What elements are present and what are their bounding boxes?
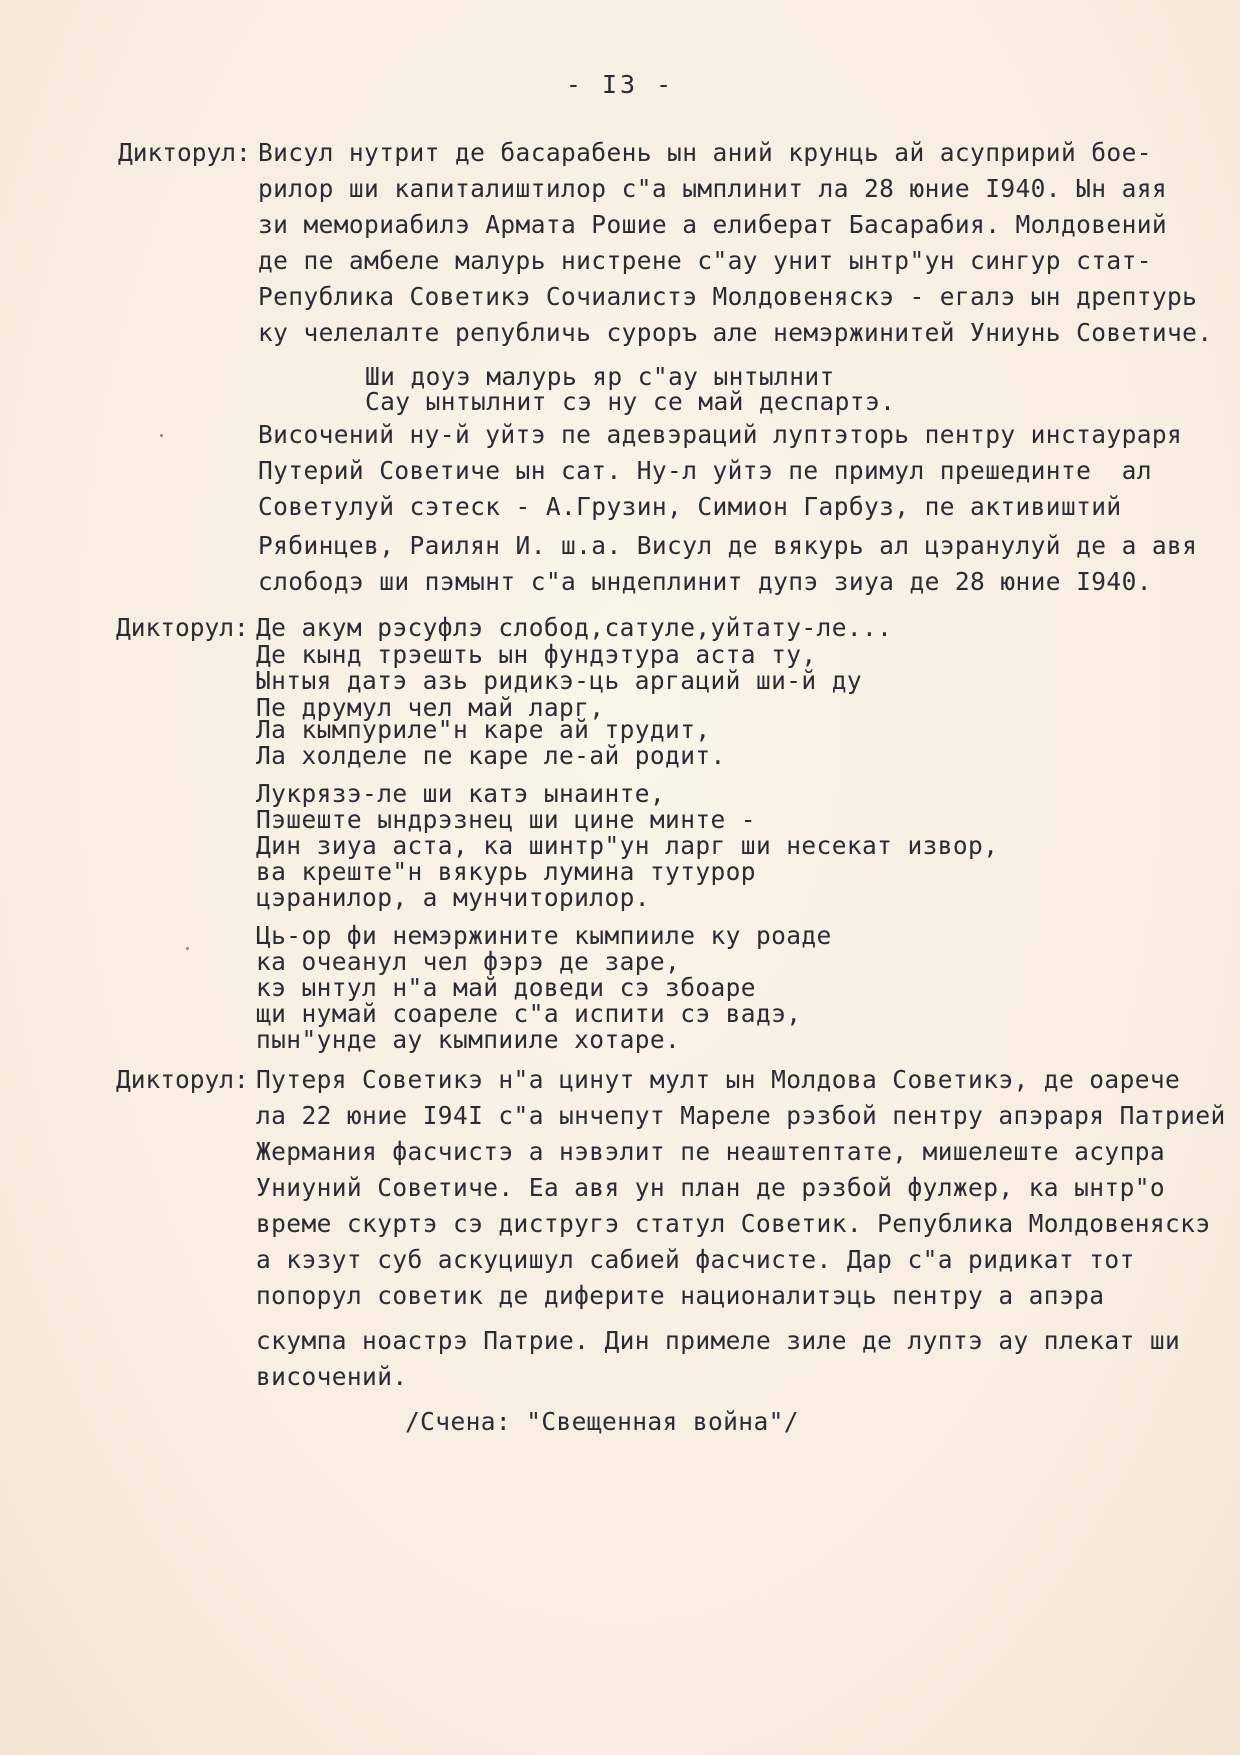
- prose-line: рилор ши капиталиштилор с"а ымплинит ла 28 юние I940. Ын аяя: [258, 174, 1168, 203]
- prose-line: височений.: [256, 1362, 408, 1391]
- prose-line: Путеря Советикэ н"а цинут мулт ын Молдова Советикэ, де оаречe: [256, 1065, 1181, 1094]
- prose-line: Височений ну-й уйтэ пе адевэраций луптэторь пентру инстаураря: [258, 420, 1183, 449]
- verse-line: Сау ынтылнит сэ ну се май деспартэ.: [365, 387, 896, 416]
- prose-line: Република Советикэ Сочиалистэ Молдовеняскэ - егалэ ын дрептурь: [258, 282, 1198, 311]
- poem-line: пын"унде ау кымпииле хотаре.: [256, 1025, 681, 1054]
- poem-line: кэ ынтул н"а май доведи сэ збоаре: [256, 973, 756, 1002]
- ink-speck: [186, 947, 189, 950]
- prose-line: скумпа ноастрэ Патрие. Дин примеле зиле де луптэ ау плекат ши: [256, 1326, 1181, 1355]
- prose-line: а кэзут суб аскуцишул сабией фасчисте. Дар с"а ридикат тот: [256, 1245, 1135, 1274]
- poem-line: цэранилор, а мунчиторилор.: [256, 883, 650, 912]
- speaker-label: Дикторул:: [118, 138, 251, 167]
- poem-line: щи нумай соареле с"а испити сэ вадэ,: [256, 999, 802, 1028]
- speaker-label: Дикторул:: [116, 613, 249, 642]
- ink-speck: [160, 434, 163, 437]
- prose-line: де пе амбеле малурь нистрене с"ау унит ынтр"ун сингур стат-: [258, 246, 1152, 275]
- prose-line: време скуртэ сэ дистругэ статул Советик. Република Молдовеняскэ: [256, 1209, 1211, 1238]
- prose-line: Рябинцев, Раилян И. ш.а. Висул де вякурь ал цэранулуй де а авя: [258, 531, 1198, 560]
- poem-line: Пе друмул чел май ларг,: [256, 693, 605, 722]
- prose-line: Висул нутрит де басарабень ын аний крунць ай асупририй бое-: [258, 138, 1152, 167]
- prose-line: Советулуй сэтеск - А.Грузин, Симион Гарбуз, пе активиштий: [258, 492, 1122, 521]
- poem-line: Лукрязэ-ле ши катэ ынаинте,: [256, 779, 666, 808]
- poem-line: Де кынд трэешть ын фундэтура аста ту,: [256, 640, 817, 669]
- poem-line: Дин зиуа аста, ка шинтр"ун ларг ши несекат извор,: [256, 831, 999, 860]
- prose-line: Униуний Советиче. Еа авя ун план де рэзбой фулжер, ка ынтр"о: [256, 1173, 1166, 1202]
- stage-direction: /Счена: "Свещенная война"/: [405, 1407, 799, 1436]
- prose-line: слободэ ши пэмынт с"а ындеплинит дупэ зиуа де 28 юние I940.: [258, 567, 1152, 596]
- prose-line: ку челелалте републичь суроръ але немэржинитей Униунь Советиче.: [258, 318, 1213, 347]
- verse-line: Ши доуэ малурь яр с"ау ынтылнит: [365, 362, 835, 391]
- page-number: - I3 -: [565, 70, 675, 99]
- poem-line: Ынтыя датэ азь ридикэ-ць аргаций ши-й ду: [256, 666, 863, 695]
- poem-line: Пэшеште ындрэзнец ши цине минте -: [256, 805, 756, 834]
- poem-line: Ла кымпуриле"н каре ай трудит,: [256, 715, 711, 744]
- poem-line: Ць-ор фи немэржините кымпииле ку роаде: [256, 921, 832, 950]
- poem-line: Ла холделе пе каре ле-ай родит.: [256, 741, 726, 770]
- poem-line: ка очеанул чел фэрэ де заре,: [256, 947, 681, 976]
- speaker-label: Дикторул:: [116, 1065, 249, 1094]
- poem-line: ва креште"н вякурь лумина тутурор: [256, 857, 756, 886]
- prose-line: Путерий Советиче ын сат. Ну-л уйтэ пе примул прешединте ал: [258, 456, 1152, 485]
- prose-line: ла 22 юние I94I с"а ынчепут Мареле рэзбой пентру апэраря Патрией: [256, 1101, 1226, 1130]
- poem-line: Де акум рэсуфлэ слобод,сатуле,уйтату-ле...: [256, 613, 893, 642]
- prose-line: Жермания фасчистэ а нэвэлит пе неаштептате, мишелеште асупра: [256, 1137, 1166, 1166]
- prose-line: попорул советик де диферите националитэць пентру а апэра: [256, 1281, 1105, 1310]
- prose-line: зи мемориабилэ Армата Рошие а елиберат Басарабия. Молдовений: [258, 210, 1168, 239]
